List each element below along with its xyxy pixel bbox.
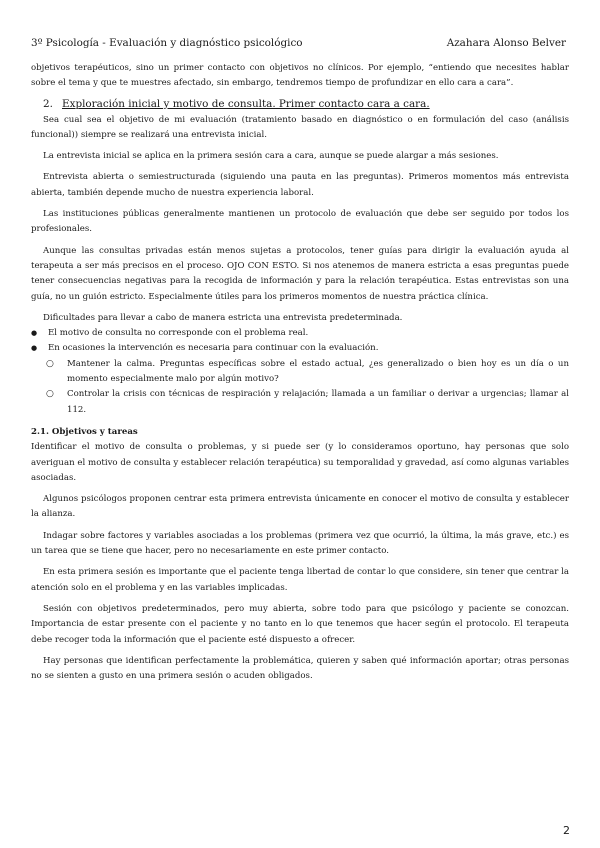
paragraph: Identificar el motivo de consulta o problemas, y si puede ser (y lo consideramos oportuno, hay personas que solo averiguan el motivo de consulta y establecer relación terapéutica) su temporalidad y gravedad, así como algunas variables asociadas. <box>31 442 569 483</box>
paragraph: Indagar sobre factores y variables asociadas a los problemas (primera vez que ocurrió, la última, la más grave, etc.) es un tarea que se tiene que hacer, pero no necesariamente en este primer contacto. <box>31 530 569 557</box>
paragraph: objetivos terapéuticos, sino un primer contacto con objetivos no clínicos. Por ejemplo, “entiendo que necesites hablar sobre el tema y que te muestres afectado, sin embargo, tendremos tiempo de profundizar en ello cara a cara”. <box>31 63 569 89</box>
list-item-text: Mantener la calma. Preguntas específicas sobre el estado actual, ¿es generalizado o bien hoy es un día o un momento especialmente malo por algún motivo? <box>67 358 569 385</box>
section-title: Exploración inicial y motivo de consulta. Primer contacto cara a cara. <box>62 97 430 110</box>
section-heading <box>31 97 569 111</box>
paragraph: Entrevista abierta o semiestructurada (siguiendo una pauta en las preguntas). Primeros momentos más entrevista abierta, también depende mucho de nuestra experiencia laboral. <box>31 172 569 198</box>
hollow-bullet-icon: ○ <box>46 389 54 400</box>
paragraph: Algunos psicólogos proponen centrar esta primera entrevista únicamente en conocer el motivo de consulta y establecer la alianza. <box>31 494 569 520</box>
paragraph: Las instituciones públicas generalmente mantienen un protocolo de evaluación que debe ser seguido por todos los profesionales. <box>31 209 569 235</box>
paragraph: La entrevista inicial se aplica en la primera sesión cara a cara, aunque se puede alargar a más sesiones. <box>43 151 499 162</box>
hollow-bullet-icon: ○ <box>46 358 54 369</box>
paragraph: En esta primera sesión es importante que el paciente tenga libertad de contar lo que considere, sin tener que centrar la atención solo en el problema y en las variables implicadas. <box>31 567 569 593</box>
paragraph: Dificultades para llevar a cabo de manera estricta una entrevista predeterminada. <box>43 312 403 323</box>
section-number: 2. <box>43 97 53 110</box>
header-course-title: 3º Psicología - Evaluación y diagnóstico psicológico <box>31 37 303 49</box>
sub-list-item <box>31 387 569 418</box>
document-body <box>31 61 569 684</box>
paragraph: Hay personas que identifican perfectamente la problemática, quieren y saben qué información aportar; otras personas no se sienten a gusto en una primera sesión o acuden obligados. <box>31 655 569 682</box>
bullet-icon: ● <box>31 329 38 338</box>
list-item <box>31 326 569 341</box>
bullet-icon: ● <box>31 344 38 353</box>
paragraph: Sesión con objetivos predeterminados, pero muy abierta, sobre todo para que psicólogo y paciente se conozcan. Importancia de estar presente con el paciente y no tanto en lo que tenemos que hacer según el protocolo. El terapeuta debe recoger toda la información que el paciente esté dispuesto a ofrecer. <box>31 603 569 645</box>
sub-list-item <box>31 357 569 388</box>
subsection-heading: 2.1. Objetivos y tareas <box>31 426 138 437</box>
list-item-text: En ocasiones la intervención es necesaria para continuar con la evaluación. <box>48 343 379 354</box>
page-number: 2 <box>563 824 570 837</box>
paragraph: Sea cual sea el objetivo de mi evaluación (tratamiento basado en diagnóstico o en formulación del caso (análisis funcional)) siempre se realizará una entrevista inicial. <box>31 114 569 140</box>
list-item-text: Controlar la crisis con técnicas de respiración y relajación; llamada a un familiar o derivar a urgencias; llamar al 112. <box>67 389 569 415</box>
list-item <box>31 341 569 356</box>
header-author: Azahara Alonso Belver <box>446 37 566 49</box>
page-header <box>31 37 566 49</box>
paragraph: Aunque las consultas privadas están menos sujetas a protocolos, tener guías para dirigir la evaluación ayuda al terapeuta a ser más precisos en el proceso. OJO CON ESTO. Si nos atenemos de manera estricta a esas preguntas puede tener consecuencias negativas para la recogida de información y para la relación terapéutica. Estas entrevistas son una guía, no un guión estricto. Especialmente útiles para los primeros momentos de nuestra práctica clínica. <box>31 245 569 302</box>
list-item-text: El motivo de consulta no corresponde con el problema real. <box>48 328 309 339</box>
